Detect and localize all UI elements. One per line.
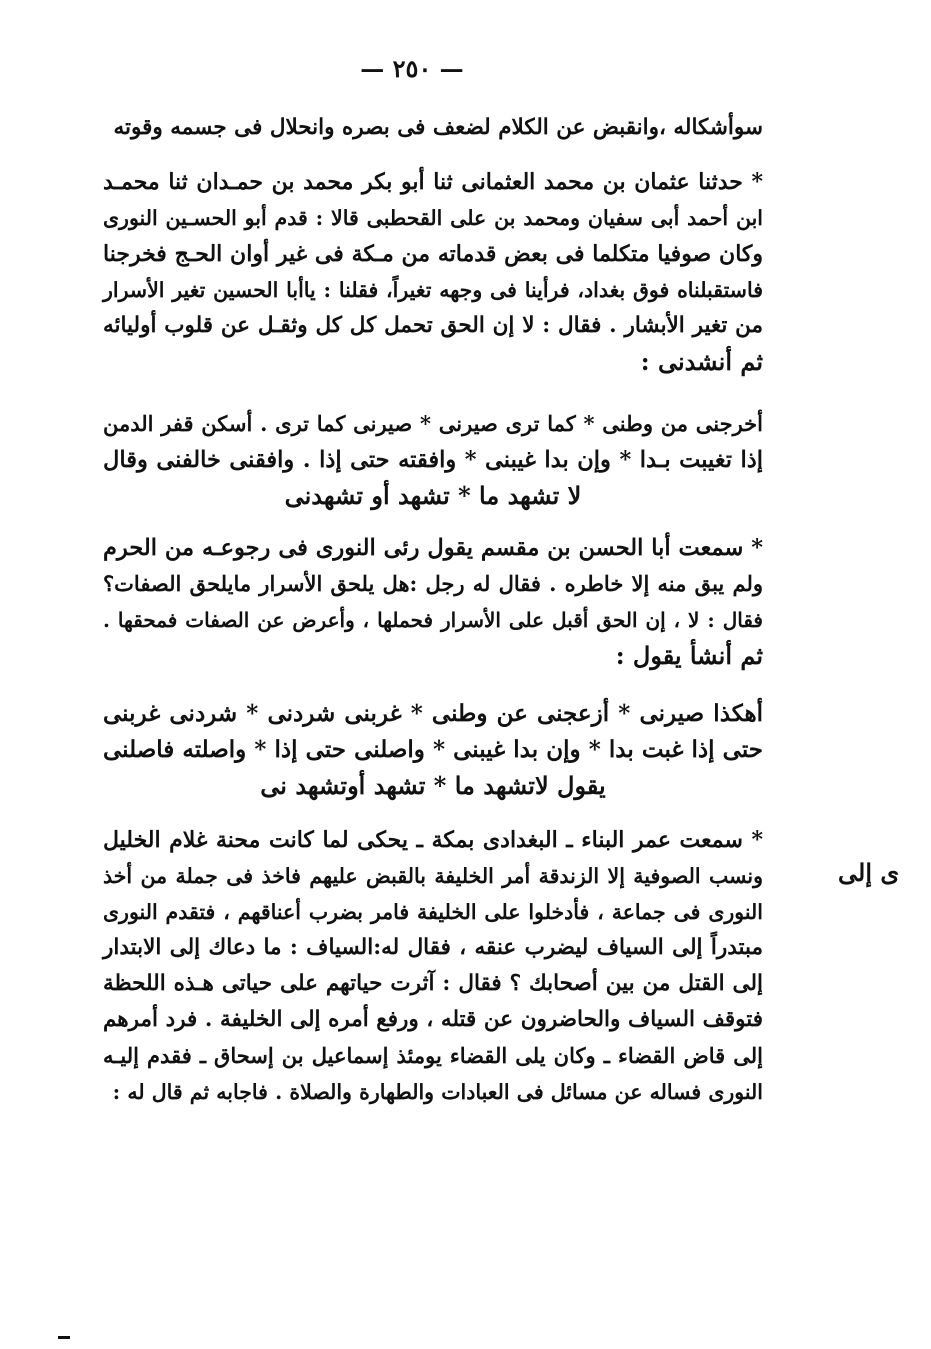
poem-first <box>103 406 763 514</box>
verse-line: حتى إذا غبت بدا * وإن بدا غيبنى * واصلنى حتى إذا * واصلته فاصلنى <box>103 736 763 763</box>
paragraph-continuation <box>103 110 763 146</box>
paragraph-nuri-baghdad <box>103 164 763 380</box>
margin-note: ى إلى <box>838 858 900 887</box>
paragraph-ghulam-khalil <box>103 822 763 1110</box>
text-line: وكان صوفيا متكلما فى بعض قدماته من مـكة فى غير أوان الحـج فخرجنا <box>103 241 763 267</box>
text-line: ولم يبق منه إلا خاطره . فقال له رجل :هل يلحق الأسرار مايلحق الصفات؟ <box>103 571 763 596</box>
verse-line: إذا تغيبت بـدا * وإن بدا غيبنى * وافقته حتى إذا . وافقنى خالفنى وقال <box>103 447 763 473</box>
text-line: مبتدراً إلى السياف ليضرب عنقه ، فقال له:السياف : ما دعاك إلى الابتدار <box>103 935 763 960</box>
text-line: من تغير الأبشار . فقال : لا إن الحق تحمل كل كل وثقـل عن قلوب أوليائه <box>103 313 763 338</box>
poem-second <box>103 696 763 804</box>
text-line: فاستقبلناه فوق بغداد، فرأينا فى وجهه تغيراً، فقلنا : ياأبا الحسين تغير الأسرار <box>103 278 763 302</box>
text-line: إلى القتل من بين أصحابك ؟ فقال : آثرت حياتهم على حياتى هـذه اللحظة <box>103 971 763 996</box>
text-line: ثم أنشأ يقول : <box>615 641 763 670</box>
text-line: * سمعت أبا الحسن بن مقسم يقول رئى النورى فى رجوعـه من الحرم <box>103 535 763 561</box>
text-line: * حدثنا عثمان بن محمد العثمانى ثنا أبو بكر محمد بن حمـدان ثنا محمـد <box>103 169 763 195</box>
text-line: * سمعت عمر البناء ـ البغدادى بمكة ـ يحكى لما كانت محنة غلام الخليل <box>103 827 763 853</box>
text-line: النورى فساله عن مسائل فى العبادات والطهارة والصلاة . فاجابه ثم قال له : <box>112 1080 763 1104</box>
text-line: ونسب الصوفية إلا الزندقة أمر الخليفة بالقبض عليهم فاخذ فى جملة من أخذ <box>103 864 763 888</box>
text-line: فتوقف السياف والحاضرون عن قتله ، ورفع أمره إلى الخليفة . فرد أمرهم <box>103 1007 763 1032</box>
text-line: ثم أنشدنى : <box>640 347 763 376</box>
verse-line: أخرجنى من وطنى * كما ترى صيرنى * صيرنى كما ترى . أسكن قفر الدمن <box>103 411 763 436</box>
verse-line: أهكذا صيرنى * أزعجنى عن وطنى * غربنى شردنى * شردنى غربنى <box>103 700 763 727</box>
text-line: النورى فى جماعة ، فأدخلوا على الخليفة فامر بضرب أعناقهم ، فتقدم النورى <box>103 900 763 924</box>
text-line: سوأشكاله ،وانقبض عن الكلام لضعف فى بصره وانحلال فى جسمه وقوته <box>113 115 763 140</box>
verse-line: لا تشهد ما * تشهد أو تشهدنى <box>284 481 582 510</box>
text-line: ابن أحمد أبى سفيان ومحمد بن على القحطبى قالا : قدم أبو الحسـين النورى <box>103 206 763 230</box>
page-number: — ٢٥٠ — <box>360 54 464 83</box>
text-line: إلى قاض القضاء ـ وكان يلى القضاء يومئذ إسماعيل بن إسحاق ـ فقدم إليـه <box>103 1043 763 1068</box>
text-line: فقال : لا ، إن الحق أقبل على الأسرار فحملها ، وأعرض عن الصفات فمحقها . <box>103 608 763 632</box>
verse-line: يقول لاتشهد ما * تشهد أوتشهد نى <box>260 771 606 800</box>
paragraph-ibn-miqsam <box>103 530 763 674</box>
scan-mark <box>58 1336 70 1339</box>
